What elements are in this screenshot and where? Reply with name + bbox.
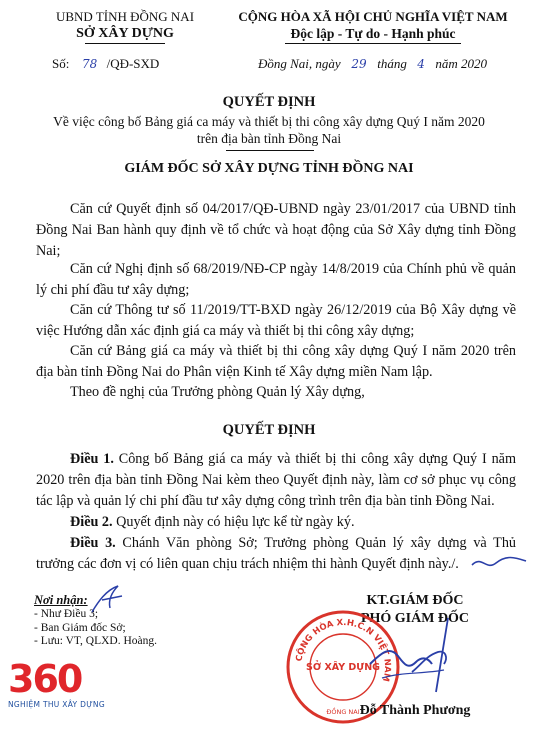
- stamp-center-text: SỞ XÂY DỰNG: [306, 662, 380, 673]
- number-suffix: /QĐ-SXD: [106, 56, 160, 71]
- recipient-item: - Như Điều 3;: [34, 608, 99, 620]
- national-header: [218, 8, 528, 44]
- motto-underline: [285, 43, 461, 44]
- article-2: [36, 512, 516, 533]
- article-1: [36, 449, 516, 512]
- subject-line-2: trên địa bàn tỉnh Đồng Nai: [196, 131, 342, 146]
- recipient-item: - Lưu: VT, QLXD. Hoàng.: [34, 635, 158, 647]
- stamp-bottom-text: ĐỒNG NAI: [326, 708, 360, 716]
- watermark-logo: [8, 657, 108, 709]
- article-3: [36, 533, 516, 575]
- agency-name: SỞ XÂY DỰNG: [76, 26, 174, 41]
- issuing-authority: GIÁM ĐỐC SỞ XÂY DỰNG TỈNH ĐỒNG NAI: [124, 161, 414, 176]
- issue-date: [258, 56, 487, 72]
- date-year: năm 2020: [435, 56, 487, 71]
- preamble-paragraph: Căn cứ Thông tư số 11/2019/TT-BXD ngày 26/12/2019 của Bộ Xây dựng về việc Hướng dẫn xác định giá ca máy và thiết bị thi công xây dựng;: [36, 302, 516, 339]
- date-prefix: Đồng Nai, ngày: [258, 56, 341, 71]
- agency-parent: UBND TỈNH ĐỒNG NAI: [55, 9, 195, 24]
- subject-underline: [226, 150, 314, 151]
- number-label: Số:: [52, 56, 70, 71]
- stamp-ring-text: CỘNG HÒA X.H.C.N VIỆT NAM: [294, 617, 393, 683]
- document-title: QUYẾT ĐỊNH: [222, 94, 316, 110]
- signer-name: Đỗ Thành Phương: [359, 703, 471, 718]
- document-number: [52, 56, 159, 72]
- article-text: Công bố Bảng giá ca máy và thiết bị thi công xây dựng Quý I năm 2020 trên địa bàn tỉnh Đồng Nai kèm theo Quyết định này, làm cơ sở phục vụ công tác lập và quản lý chi phí đầu tư xây dựng công trình trên địa bàn tỉnh Đồng Nai.: [36, 451, 516, 509]
- country-name: CỘNG HÒA XÃ HỘI CHỦ NGHĨA VIỆT NAM: [238, 9, 508, 24]
- date-day: 29: [351, 57, 367, 71]
- date-month-label: tháng: [377, 56, 407, 71]
- date-month: 4: [417, 57, 425, 71]
- article-label: Điều 2.: [70, 514, 113, 530]
- article-text: Quyết định này có hiệu lực kể từ ngày ký.: [112, 514, 355, 530]
- handwritten-signature: [352, 612, 492, 708]
- article-label: Điều 1.: [70, 451, 114, 467]
- recipient-initial-mark: [88, 582, 128, 616]
- signature-title-1: KT.GIÁM ĐỐC: [366, 593, 464, 608]
- number-value: 78: [81, 57, 98, 71]
- article-label: Điều 3.: [70, 535, 116, 551]
- preamble-paragraph: Căn cứ Quyết định số 04/2017/QĐ-UBND ngày 23/01/2017 của UBND tỉnh Đồng Nai Ban hành quy định về tổ chức và hoạt động của Sở Xây dựng tỉnh Đồng Nai;: [36, 201, 516, 259]
- signature-title-2: PHÓ GIÁM ĐỐC: [360, 611, 470, 626]
- ink-flourish: [470, 551, 530, 573]
- watermark-caption: NGHIỆM THU XÂY DỰNG: [8, 700, 105, 709]
- agency-header: [30, 8, 220, 44]
- preamble-paragraph: Căn cứ Nghị định số 68/2019/NĐ-CP ngày 14/8/2019 của Chính phủ về quản lý chi phí đầu tư xây dựng;: [36, 261, 516, 298]
- national-motto: Độc lập - Tự do - Hạnh phúc: [290, 26, 456, 41]
- decision-heading: QUYẾT ĐỊNH: [222, 422, 316, 438]
- agency-underline: [85, 43, 165, 44]
- recipient-item: - Ban Giám đốc Sở;: [34, 621, 126, 634]
- subject-line-1: Về việc công bố Bảng giá ca máy và thiết bị thi công xây dựng Quý I năm 2020: [53, 114, 485, 129]
- watermark-logo-text: [8, 657, 108, 701]
- recipients-label: Nơi nhận:: [34, 593, 88, 607]
- logo-digits: 360: [8, 657, 82, 701]
- preamble-paragraph: Theo đề nghị của Trưởng phòng Quản lý Xây dựng,: [70, 384, 365, 400]
- preamble-paragraph: Căn cứ Bảng giá ca máy và thiết bị thi công xây dựng Quý I năm 2020 trên địa bàn tỉnh Đồng Nai do Phân viện Kinh tế Xây dựng miền Nam lập.: [36, 343, 516, 380]
- article-text: Chánh Văn phòng Sở; Trưởng phòng Quản lý xây dựng và Thủ trưởng các đơn vị có liên quan chịu trách nhiệm thi hành Quyết định này./.: [36, 535, 517, 572]
